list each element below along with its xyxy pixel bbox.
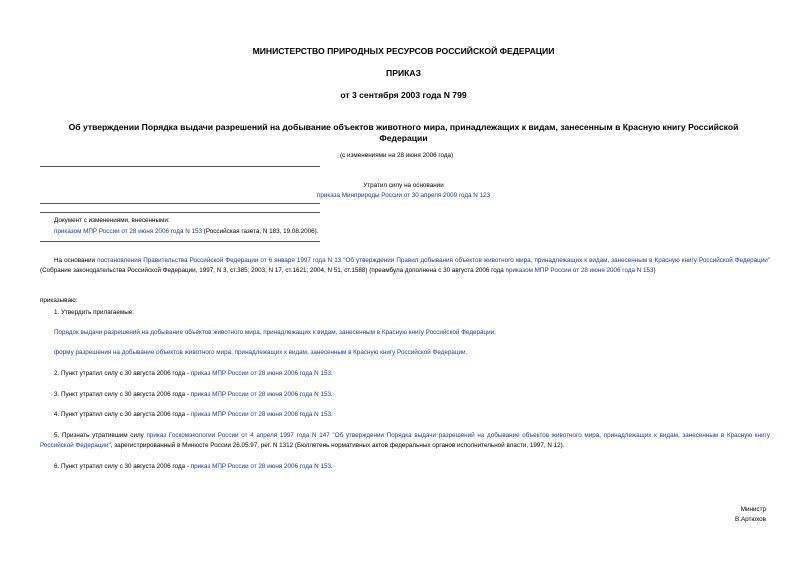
item-2: 2. Пункт утратил силу с 30 августа 2006 года - приказ МПР России от 28 июня 2006 года N 153. xyxy=(54,370,333,377)
item-1b-link[interactable]: форму разрешения на добывание объектов животного мира, принадлежащих к видам, занесенным в Красную книгу Российской Федерации. xyxy=(54,349,468,356)
preamble-link-government-decree[interactable]: постановления Правительства Российской Федерации от 6 января 1997 года N 13 "Об утверждении Правил добывания объектов животного мира, принадлежащих к видам, занесенным в Красную книгу Российской Федерации" xyxy=(97,257,771,264)
divider xyxy=(40,166,320,167)
item-2-text: 2. Пункт утратил силу с 30 августа 2006 года - xyxy=(54,370,191,377)
changes-label: Документ с изменениями, внесенными: xyxy=(54,217,170,224)
preamble-text: На основании xyxy=(54,257,98,264)
item-3-link[interactable]: приказ МПР России от 28 июня 2006 года N 153 xyxy=(190,391,331,398)
ministry-heading: МИНИСТЕРСТВО ПРИРОДНЫХ РЕСУРСОВ РОССИЙСКОЙ ФЕДЕРАЦИИ xyxy=(252,46,555,56)
amendment-note: (с изменениями на 28 июня 2006 года) xyxy=(340,152,454,159)
divider xyxy=(40,212,320,213)
item-5-text: 5. Признать утратившим силу xyxy=(54,432,147,439)
preamble-text: ) xyxy=(653,266,656,274)
changes-rest: (Российская газета, N 183, 19.08.2006). xyxy=(202,228,319,235)
signature-name: В.Артюхов xyxy=(735,516,766,523)
document-date: от 3 сентября 2003 года N 799 xyxy=(340,90,467,100)
order-word: приказываю: xyxy=(40,297,78,304)
lost-force-link[interactable]: приказа Минприроды России от 30 апреля 2009 года N 123 xyxy=(316,192,491,199)
item-6: 6. Пункт утратил силу с 30 августа 2006 года - приказ МПР России от 28 июня 2006 года N 153. xyxy=(54,463,333,470)
signature-role: Министр xyxy=(740,506,766,513)
document-title-line2: Федерации xyxy=(379,133,428,143)
item-2-link[interactable]: приказ МПР России от 28 июня 2006 года N 153 xyxy=(190,370,331,377)
item-1a-link[interactable]: Порядок выдачи разрешений на добывание объектов животного мира, принадлежащих к видам, занесенным в Красную книгу Российской Федерации; xyxy=(54,329,496,336)
divider xyxy=(40,241,320,242)
item-1: 1. Утвердить прилагаемые: xyxy=(54,309,134,316)
document-type: ПРИКАЗ xyxy=(386,68,421,78)
lost-force-label: Утратил силу на основании xyxy=(363,182,444,189)
item-6-link[interactable]: приказ МПР России от 28 июня 2006 года N 153 xyxy=(190,463,331,470)
preamble-link-order-153[interactable]: приказом МПР России от 28 июня 2006 года N 153 xyxy=(505,266,654,274)
item-3: 3. Пункт утратил силу с 30 августа 2006 года - приказ МПР России от 28 июня 2006 года N 153. xyxy=(54,391,333,398)
item-3-text: 3. Пункт утратил силу с 30 августа 2006 года - xyxy=(54,391,191,398)
preamble-text: (Собрание законодательства Российской Федерации, 1997, N 3, ст.385; 2003, N 17, ст.1621; 2004, N 51, ст.1588) (преамбула дополнена с 30 августа 2006 года xyxy=(40,266,506,274)
item-4-text: 4. Пункт утратил силу с 30 августа 2006 года - xyxy=(54,411,191,418)
item-5-link[interactable]: приказ Госкомэкологии России от 4 апреля 1997 года N 147 "Об утверждении Порядка выдачи разрешений на добывание объектов животного мира, принадлежащих к видам, занесенным в Красную книгу Российской Федерации" xyxy=(40,432,770,449)
document-title-line1: Об утверждении Порядка выдачи разрешений на добывание объектов животного мира, принадлежащих к видам, занесенным в Красную книгу Российской xyxy=(68,122,739,132)
item-4-link[interactable]: приказ МПР России от 28 июня 2006 года N 153 xyxy=(190,411,331,418)
item-5 xyxy=(40,431,770,450)
item-5-rest: , зарегистрированный в Минюсте России 26.05.97, рег. N 1312 (Бюллетень нормативных актов федеральных органов исполнительной власти, 1997, N 12). xyxy=(110,441,565,449)
item-6-text: 6. Пункт утратил силу с 30 августа 2006 года - xyxy=(54,463,191,470)
preamble-paragraph xyxy=(40,256,770,275)
changes-line xyxy=(54,227,319,237)
changes-link[interactable]: приказом МПР России от 28 июня 2006 года N 153 xyxy=(54,228,203,235)
item-4: 4. Пункт утратил силу с 30 августа 2006 года - приказ МПР России от 28 июня 2006 года N 153. xyxy=(54,411,333,418)
divider xyxy=(40,203,320,204)
